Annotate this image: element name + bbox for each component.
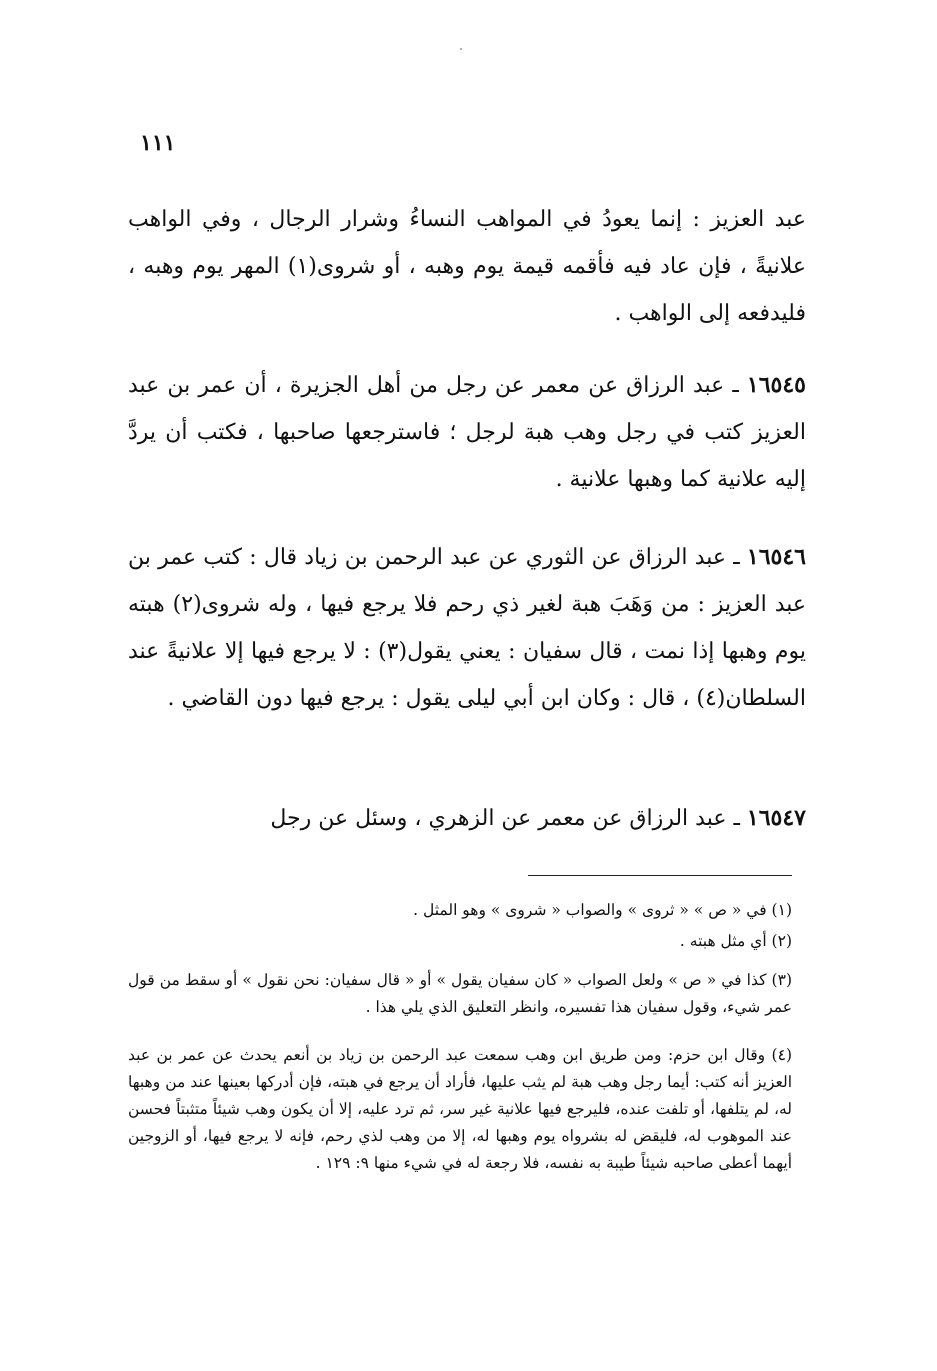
footnote: (١) في « ص » « ثروى » والصواب « شروى » وهو المثل . [413,901,792,919]
paragraph-text: عبد العزيز : إنما يعودُ في المواهب النساءُ وشرار الرجال ، وفي الواهب علانيةً ، فإن عاد فيه فأقمه قيمة يوم وهبه ، أو شروى(١) المهر يوم وهبه ، فليدفعه إلى الواهب . [128,207,806,326]
footnote: (٣) كذا في « ص » ولعل الصواب « كان سفيان يقول » أو « قال سفيان: نحن نقول » أو سقط من قول عمر شيء، وقول سفيان هذا تفسيره، وانظر التعليق الذي يلي هذا . [128,971,792,1016]
hadith-number: ١٦٥٤٥ [746,372,806,398]
paragraph [128,362,806,503]
footnote: (٤) وقال ابن حزم: ومن طريق ابن وهب سمعت عبد الرحمن بن زياد بن أنعم يحدث عن عمر بن عبد العزيز أنه كتب: أيما رجل وهب هبة لم يثب عليها، فأراد أن يرجع في هبته، فإن أدركها بعينها عند من وهبها له، لم يتلفها، أو تلفت عنده، فليرجع فيها علانية غير سر، ثم ترد عليه، إلا أن يكون وهب شيئاً متثبتاً فحسن عند الموهوب له، فليقض له بشرواه يوم وهبها له، إلا من وهب لذي رحم، فإنه لا يرجع فيها، أو الزوجين أيهما أعطى صاحبه شيئاً طيبة به نفسه، فلا رجعة له في شيء منها ٩: ١٢٩ . [128,1046,792,1172]
footnote-divider [528,875,792,876]
paragraph-text: ـ عبد الرزاق عن معمر عن الزهري ، وسئل عن رجل [270,806,747,831]
paragraph [128,795,806,842]
page-number: ١١١ [140,130,176,156]
scan-speck [460,48,462,50]
paragraph-text: ـ عبد الرزاق عن الثوري عن عبد الرحمن بن زياد قال : كتب عمر بن عبد العزيز : من وَهَبَ هبة لغير ذي رحم فلا يرجع فيها ، وله شروى(٢) هبته يوم وهبها إذا نمت ، قال سفيان : يعني يقول(٣) : لا يرجع فيها إلا علانيةً عند السلطان(٤) ، قال : وكان ابن أبي ليلى يقول : يرجع فيها دون القاضي . [128,545,807,711]
paragraph-text: ـ عبد الرزاق عن معمر عن رجل من أهل الجزيرة ، أن عمر بن عبد العزيز كتب في رجل وهب هبة لرجل ؛ فاسترجعها صاحبها ، فكتب أن يردَّ إليه علانية كما وهبها علانية . [128,373,806,492]
footnote: (٢) أي مثل هبته . [679,932,792,950]
hadith-number: ١٦٥٤٧ [746,805,806,831]
paragraph [128,534,806,722]
hadith-number: ١٦٥٤٦ [746,544,806,570]
paragraph [128,196,806,337]
